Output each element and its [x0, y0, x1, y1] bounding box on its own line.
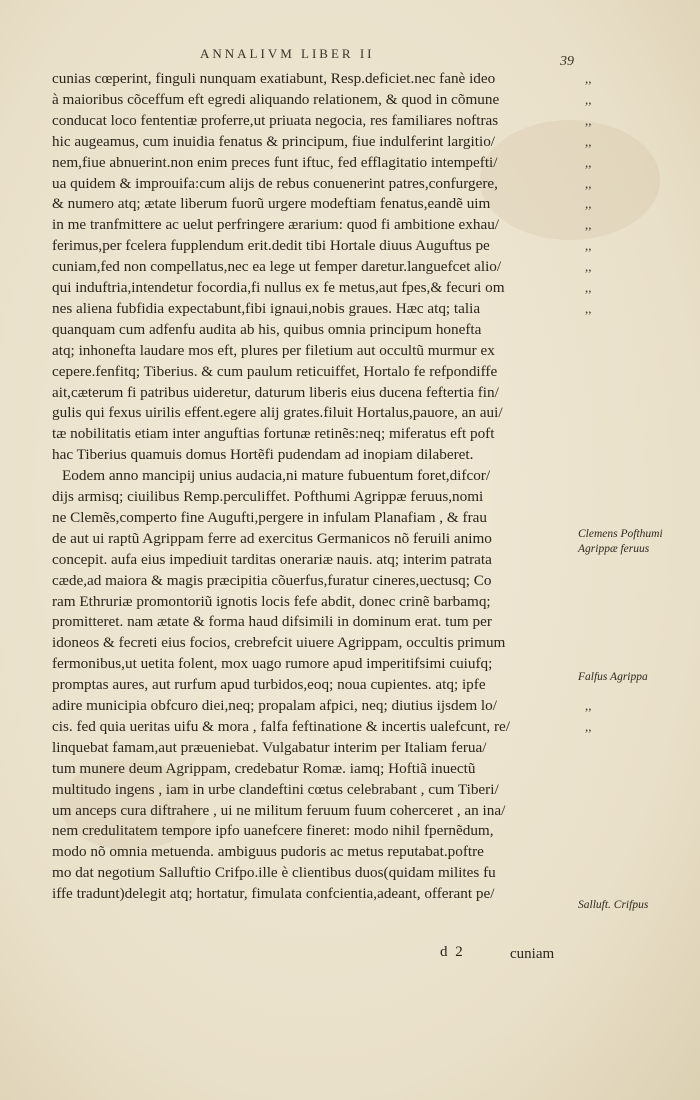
text-line: ram Ethruriæ promontoriũ ignotis locis fefe abdit, donec crinẽ barbamq;	[52, 592, 491, 610]
text-line: concepit. aufa eius impediuit tarditas onerariæ nauis. atq; interim patrata	[52, 550, 492, 568]
text-line: nem,fiue abnuerint.non enim preces funt iftuc, fed efflagitatio intempefti/	[52, 153, 498, 171]
text-line: modo nõ omnia metuenda. ambiguus pudoris ac metus reputabat.poftre	[52, 843, 484, 861]
side-note-sallustius: Salluft. Crifpus	[578, 899, 649, 911]
quote-mark: ,,	[585, 718, 592, 734]
text-line: atq; inhonefta laudare mos eft, plures per filetium aut occultũ murmur ex	[52, 341, 495, 359]
side-note-falsus-agrippa: Falfus Agrippa	[578, 671, 648, 683]
text-line: linquebat famam,aut præueniebat. Vulgabatur interim per Italiam ferua/	[52, 738, 487, 756]
quote-mark: ,,	[585, 196, 592, 212]
text-line: conducat loco fententiæ proferre,ut priuata negocia, res familiares noftras	[52, 111, 499, 129]
quote-mark: ,,	[585, 238, 592, 254]
text-line: um anceps cura diftrahere , ui ne militum feruum fuum coherceret , an ina/	[52, 801, 506, 819]
text-line: hic augeamus, cum inuidia fenatus & principum, fiue indulferint largitio/	[52, 132, 496, 150]
catchword: cuniam	[510, 946, 555, 962]
text-line: tum munere deum Agrippam, credebatur Romæ. iamq; Hoftiã inuectũ	[52, 759, 476, 777]
text-line: iffe tradunt)delegit atq; hortatur, fimulata confcientia,adeant, offerant pe/	[52, 885, 495, 903]
quote-mark: ,,	[585, 698, 592, 713]
text-line: adire municipia obfcuro diei,neq; propalam afpici, neq; diutius ijsdem lo/	[52, 697, 497, 714]
text-line: gulis qui fexus uirilis effent.egere alij grates.filuit Hortalus,pauore, an aui/	[52, 404, 503, 422]
text-line: cepere.fenfitq; Tiberius. & cum paulum reticuiffet, Hortalo fe refpondiffe	[52, 362, 498, 380]
text-line: cis. fed quia ueritas uifu & mora , falfa feftinatione & incertis ualefcunt, re/	[52, 717, 510, 735]
quote-mark: ,,	[585, 175, 592, 191]
quote-mark: ,,	[585, 300, 592, 316]
running-title: ANNALIVM LIBER II	[200, 46, 375, 61]
text-line: ferimus,per fcelera fupplendum erit.dedit tibi Hortale diuus Auguftus pe	[52, 237, 490, 255]
side-note-clemens: Clemens Pofthumi Agrippæ feruus	[578, 528, 663, 555]
text-line: nem credulitatem tempore ipfo uanefcere fineret: modo nihil fpernẽdum,	[52, 822, 494, 840]
text-line: & numero atq; ætate liberum fuorũ urgere modeftiam fenatus,eandẽ uim	[52, 195, 491, 213]
text-line: cunias cœperint, finguli nunquam exatiabunt, Resp.deficiet.nec fanè ideo	[52, 70, 496, 87]
quote-mark: ,,	[585, 112, 592, 128]
text-line: multitudo ingens , iam in urbe clandeftini cœtus celebrabant , cum Tiberi/	[52, 780, 499, 798]
text-line: qui induftria,intendetur focordia,fi nullus ex fe metus,aut fpes,& fecuri om	[52, 279, 505, 296]
page-number: 39	[560, 54, 574, 69]
text-line: promitteret. nam ætate & forma haud difsimili in dominum erat. tum per	[52, 613, 492, 631]
quote-mark: ,,	[585, 154, 592, 170]
text-line: tæ nobilitatis etiam inter anguftias fortunæ retinẽs:neq; miferatus eft poft	[52, 425, 495, 443]
text-line: idoneos & fecreti eius focios, crebrefcit uiuere Agrippam, occultis primum	[52, 634, 506, 652]
text-line: mo dat negotium Salluftio Crifpo.ille è clientibus duos(quidam milites fu	[52, 864, 496, 882]
quote-mark: ,,	[585, 91, 592, 107]
text-line: promptas aures, aut rurfum apud turbidos,eoq; noua cupientes. atq; ipfe	[52, 676, 486, 694]
text-line: quanquam cum adfenfu audita ab his, quibus omnia principum honefta	[52, 320, 482, 338]
text-line: ua quidem & improuifa:cum alijs de rebus conuenerint patres,confurgere,	[52, 174, 498, 192]
quote-mark: ,,	[585, 280, 592, 295]
text-line: ne Clemẽs,comperto fine Augufti,pergere in infulam Planafiam , & frau	[52, 508, 487, 526]
text-line: de aut ui raptũ Agrippam ferre ad exercitus Germanicos nõ feruili animo	[52, 529, 492, 547]
signature-mark: d 2	[440, 944, 465, 960]
quote-mark: ,,	[585, 217, 592, 233]
text-line: cuniam,fed non compellatus,nec ea lege ut femper daretur.languefcet alio/	[52, 258, 502, 276]
text-line: hac Tiberius quamuis domus Hortẽfi pudendam ad inopiam dilaberet.	[52, 446, 474, 464]
text-line: ait,cæterum fi patribus uideretur, daturum liberis eius ducena feftertia fin/	[52, 383, 499, 401]
text-line: à maioribus cõceffum eft egredi aliquando relationem, & quod in cõmune	[52, 90, 500, 108]
text-line: cæde,ad maiora & magis præcipitia cõuerfus,furatur cineres,uectusq; Co	[52, 571, 492, 589]
text-line: nes aliena fubfidia expectabunt,fibi ignaui,nobis graues. Hæc atq; talia	[52, 299, 481, 317]
quote-mark: ,,	[585, 259, 592, 275]
text-line: in me tranfmittere ac uelut perfringere ærarium: quod fi ambitione exhau/	[52, 216, 500, 234]
quote-mark: ,,	[585, 71, 592, 86]
text-line: Eodem anno mancipij unius audacia,ni mature fubuentum foret,difcor/	[62, 467, 491, 485]
text-line: dijs armisq; ciuilibus Remp.perculiffet. Pofthumi Agrippæ feruus,nomi	[52, 488, 484, 505]
text-line: fermonibus,ut uetita folent, mox uago rumore apud imperitifsimi cuiufq;	[52, 655, 493, 673]
quote-mark: ,,	[585, 133, 592, 149]
